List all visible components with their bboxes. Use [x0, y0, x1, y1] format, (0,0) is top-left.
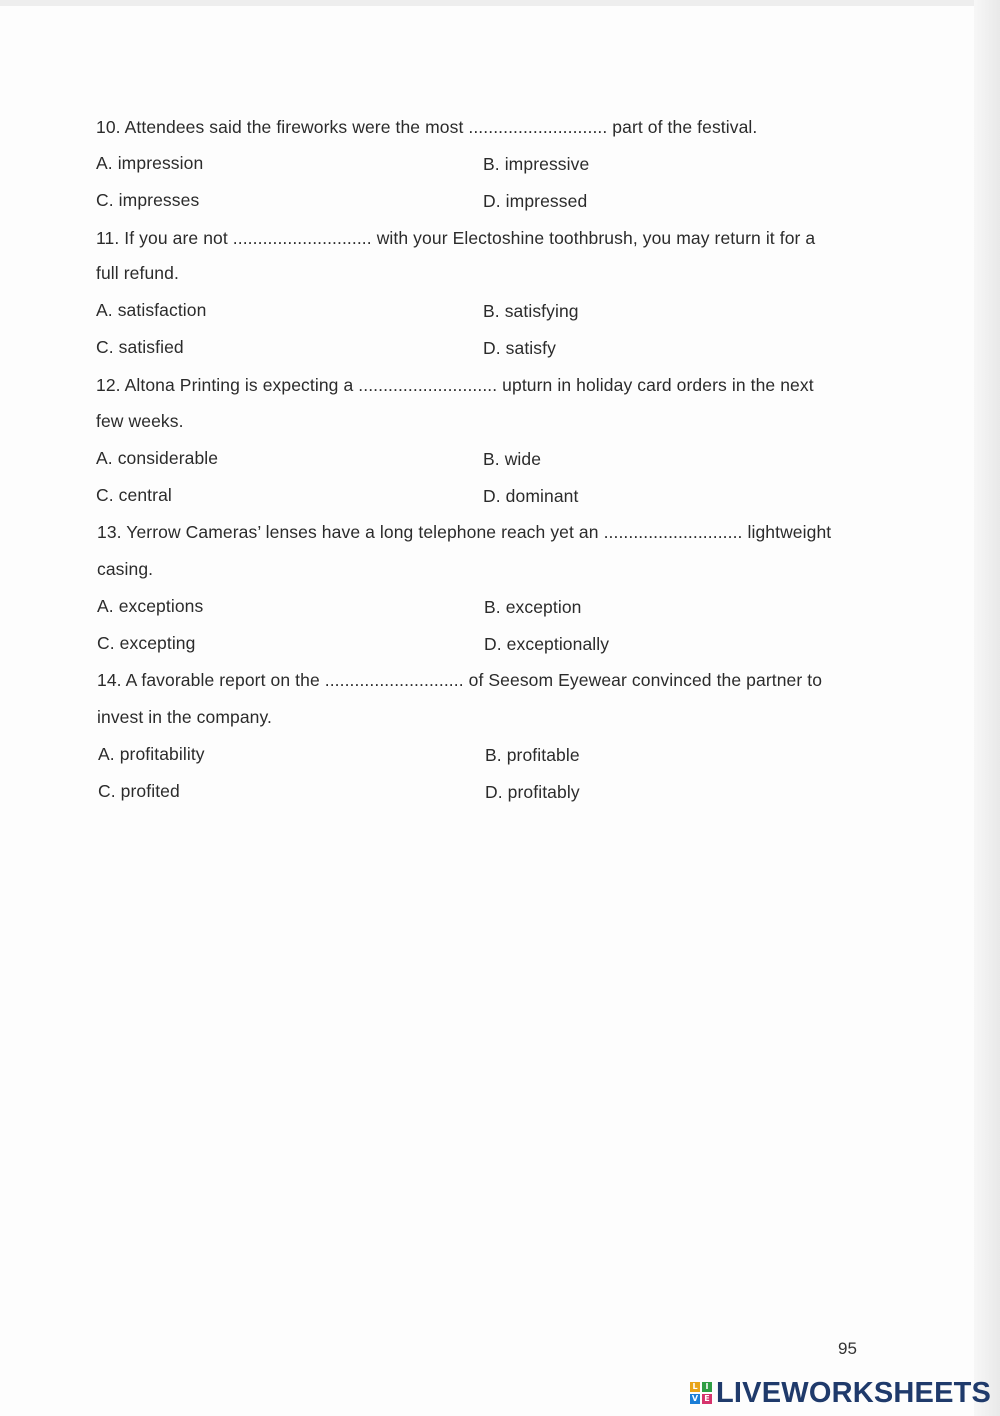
question-14-text: 14. A favorable report on the ............................ of Seesom Eyewear convinced the partner to: [97, 670, 823, 690]
logo-letter-e: E: [702, 1394, 712, 1404]
question-13-text-continued: casing.: [97, 559, 154, 579]
logo-letter-l: L: [690, 1382, 700, 1392]
question-11-option-c: C. satisfied: [96, 337, 184, 357]
question-11-option-b: B. satisfying: [483, 301, 579, 321]
question-12-option-a: A. considerable: [96, 448, 219, 468]
question-10-text: 10. Attendees said the fireworks were the most ............................ part of the festival.: [96, 117, 758, 137]
question-12-option-d: D. dominant: [483, 486, 579, 506]
question-10-option-a: A. impression: [96, 153, 204, 173]
scan-edge-right: [974, 0, 1000, 1416]
question-14-option-a: A. profitability: [98, 744, 205, 764]
question-14-option-b: B. profitable: [485, 745, 580, 765]
question-10-option-d: D. impressed: [483, 191, 588, 211]
question-13-text: 13. Yerrow Cameras’ lenses have a long telephone reach yet an ............................ lightweight: [97, 522, 832, 542]
logo-mark-icon: [690, 1382, 712, 1404]
question-14-option-d: D. profitably: [485, 782, 580, 802]
question-13-option-b: B. exception: [484, 597, 582, 617]
logo-text: LIVEWORKSHEETS: [716, 1376, 992, 1409]
question-13-option-a: A. exceptions: [97, 596, 204, 616]
question-11-text: 11. If you are not ............................ with your Electoshine toothbrush, you may return it for a: [96, 228, 816, 248]
question-11-text-continued: full refund.: [96, 263, 179, 283]
question-14-text-continued: invest in the company.: [97, 707, 273, 727]
question-12-text-continued: few weeks.: [96, 411, 184, 431]
question-12-option-b: B. wide: [483, 449, 542, 469]
question-11-option-a: A. satisfaction: [96, 300, 207, 320]
question-14-option-c: C. profited: [98, 781, 180, 801]
question-12-option-c: C. central: [96, 485, 172, 505]
liveworksheets-logo: [690, 1374, 991, 1412]
question-11-option-d: D. satisfy: [483, 338, 556, 358]
logo-letter-v: V: [691, 1394, 699, 1403]
question-13-option-d: D. exceptionally: [484, 634, 610, 654]
logo-letter-i: I: [702, 1382, 712, 1392]
scan-edge-top: [0, 0, 1000, 6]
question-10-option-b: B. impressive: [483, 154, 590, 174]
question-13-option-c: C. excepting: [97, 633, 196, 653]
page-number: 95: [838, 1339, 857, 1358]
question-12-text: 12. Altona Printing is expecting a ............................ upturn in holiday card orders in the next: [96, 375, 814, 395]
question-10-option-c: C. impresses: [96, 190, 200, 210]
